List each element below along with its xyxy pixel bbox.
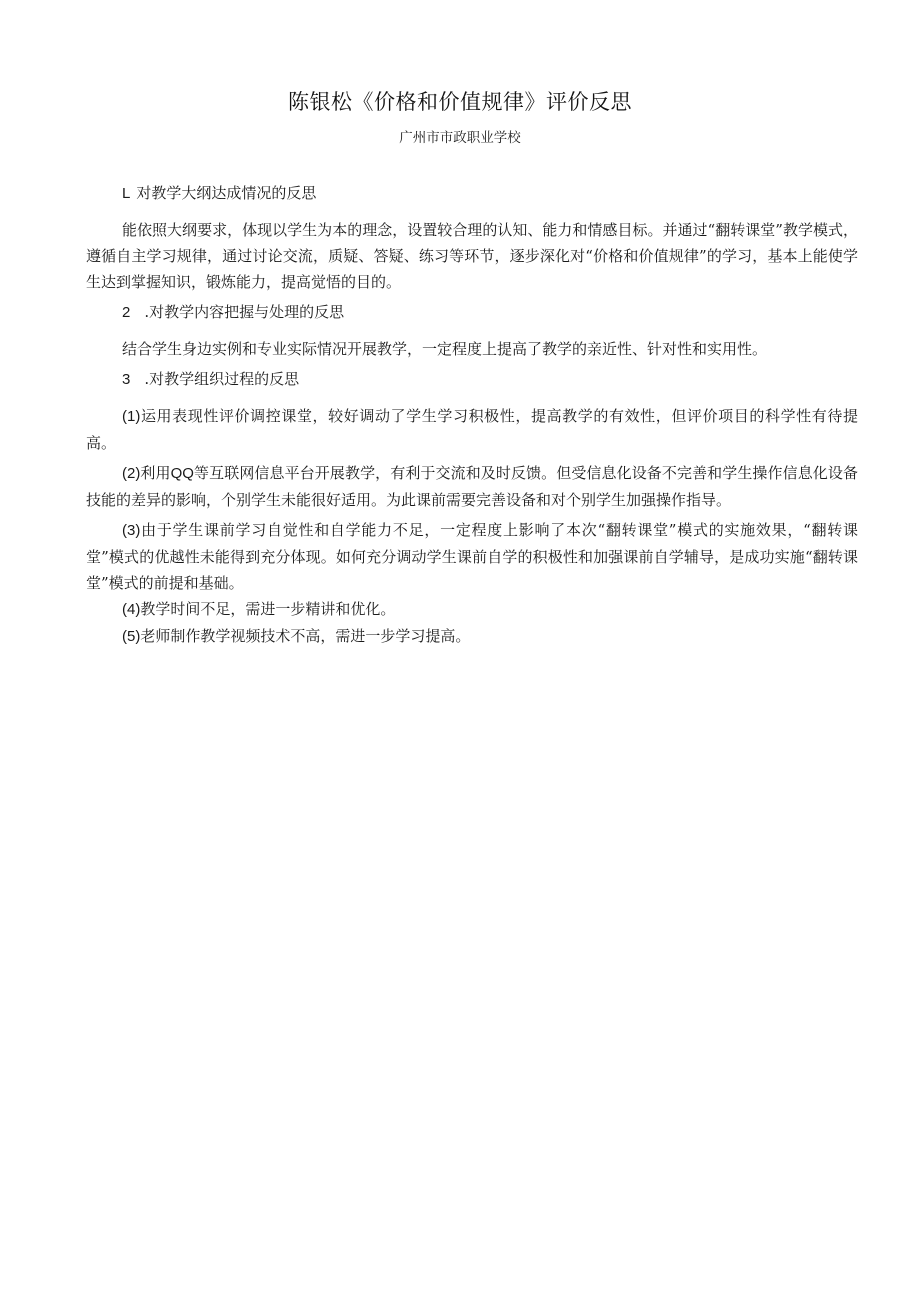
section-heading-text: 对教学大纲达成情况的反思 <box>136 184 317 202</box>
list-item-2 <box>86 460 858 513</box>
list-item-text: 运用表现性评价调控课堂，较好调动了学生学习积极性，提高教学的有效性，但评价项目的科学性有待提高。 <box>86 407 858 452</box>
list-item-text: 老师制作教学视频技术不高，需进一步学习提高。 <box>140 627 471 645</box>
list-item-text: 教学时间不足，需进一步精讲和优化。 <box>140 600 396 618</box>
list-item-5 <box>86 623 858 650</box>
section-heading-1 <box>86 180 858 207</box>
section-heading-text: .对教学组织过程的反思 <box>144 370 300 388</box>
list-item-latin-term: QQ <box>170 465 194 482</box>
list-item-text: 利用 <box>140 464 171 482</box>
list-item-index: (1) <box>122 408 141 425</box>
document-body <box>86 180 858 650</box>
school-name: 广州市市政职业学校 <box>399 130 521 146</box>
list-item-4 <box>86 596 858 623</box>
section-paragraph-1: 能依照大纲要求，体现以学生为本的理念，设置较合理的认知、能力和情感目标。并通过“翻转课堂”教学模式，遵循自主学习规律，通过讨论交流，质疑、答疑、练习等环节，逐步深化对“价格和价值规律”的学习，基本上能使学生达到掌握知识，锻炼能力，提高觉悟的目的。 <box>86 221 858 291</box>
section-number: 2 <box>122 304 131 321</box>
section-number: L <box>122 185 131 202</box>
section-number: 3 <box>122 371 131 388</box>
list-item-index: (2) <box>122 465 141 482</box>
list-item-3 <box>86 517 858 596</box>
section-heading-2 <box>86 299 858 326</box>
section-paragraph-2: 结合学生身边实例和专业实际情况开展教学，一定程度上提高了教学的亲近性、针对性和实用性。 <box>122 340 768 358</box>
list-item-text: 等互联网信息平台开展教学，有利于交流和及时反馈。但受信息化设备不完善和学生操作信息化设备技能的差异的影响，个别学生未能很好适用。为此课前需要完善设备和对个别学生加强操作指导。 <box>86 464 858 509</box>
list-item-index: (5) <box>122 628 141 645</box>
section-heading-text: .对教学内容把握与处理的反思 <box>144 303 345 321</box>
list-item-index: (3) <box>122 522 141 539</box>
list-item-1 <box>86 403 858 456</box>
list-item-index: (4) <box>122 601 141 618</box>
list-item-text: 由于学生课前学习自觉性和自学能力不足，一定程度上影响了本次“翻转课堂”模式的实施效果，“翻转课堂”模式的优越性未能得到充分体现。如何充分调动学生课前自学的积极性和加强课前自学辅导，是成功实施“翻转课堂”模式的前提和基础。 <box>86 521 858 592</box>
section-heading-3 <box>86 366 858 393</box>
document-title: 陈银松《价格和价值规律》评价反思 <box>288 90 632 114</box>
